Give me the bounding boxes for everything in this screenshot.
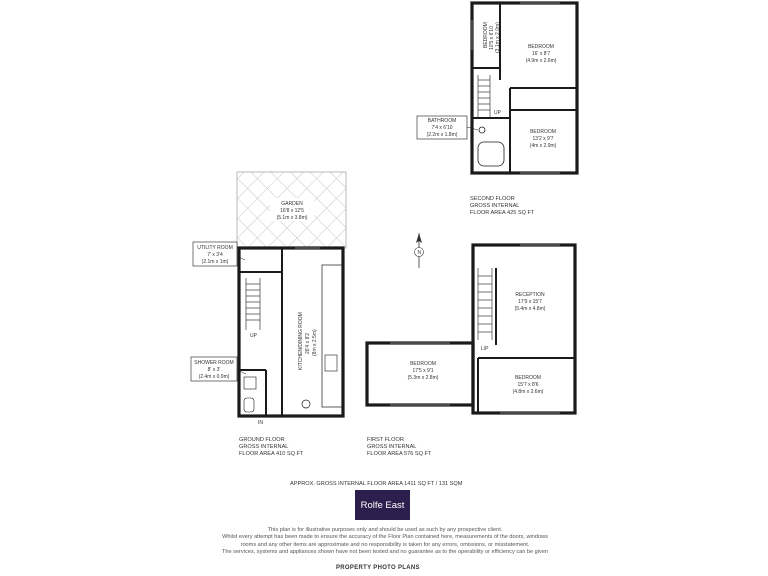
shower-size-imp: 8' x 3' xyxy=(207,367,221,373)
footer-brand: PROPERTY PHOTO PLANS xyxy=(336,565,420,571)
ground-floor-area: FLOOR AREA 410 SQ FT xyxy=(239,451,304,457)
disclaimer-line: This plan is for illustrative purposes only and should be used as such by any prospective client. xyxy=(267,527,503,533)
bedroom-1f-right-size-met: (4.8m x 2.6m) xyxy=(512,389,544,395)
reception-size-met: (5.4m x 4.8m) xyxy=(514,306,546,312)
bedroom-1f-left-size-imp: 17'5 x 9'1 xyxy=(412,368,434,374)
bedroom-2f-large-name: BEDROOM xyxy=(528,44,554,50)
in-marker: IN xyxy=(258,420,263,426)
bedroom-1f-right-name: BEDROOM xyxy=(515,375,541,381)
utility-size-met: (2.1m x 1m) xyxy=(201,259,229,265)
up-marker-second: UP xyxy=(494,110,501,116)
bedroom-small-size-imp: 10'5 x 6'10 xyxy=(489,26,495,50)
disclaimer-line: Whilst every attempt has been made to ensure the accuracy of the Floor Plan contained here, measurements of the doors, windows xyxy=(222,534,548,541)
disclaimer-text xyxy=(170,527,600,557)
ground-floor-name: GROUND FLOOR xyxy=(239,437,285,443)
bathroom-name: BATHROOM xyxy=(427,118,457,124)
bathroom-size-imp: 7'4 x 6'10 xyxy=(431,125,453,131)
bedroom-1f-left-size-met: (5.3m x 2.8m) xyxy=(407,375,439,381)
up-marker-ground: UP xyxy=(250,333,257,339)
ground-floor-plan xyxy=(239,248,343,416)
first-floor-gross: GROSS INTERNAL xyxy=(367,444,417,450)
disclaimer-line: The services, systems and appliances shown have not been tested and no guarantee as to the operability or efficiency can be given xyxy=(221,549,549,556)
ground-floor-label xyxy=(239,437,303,458)
kitchen-name: KITCHEN/DINING ROOM xyxy=(298,312,304,370)
first-floor-area: FLOOR AREA 576 SQ FT xyxy=(367,451,432,457)
shower-name: SHOWER ROOM xyxy=(194,360,234,366)
lp-marker: L/P xyxy=(481,346,489,352)
second-floor-area: FLOOR AREA 425 SQ FT xyxy=(470,210,535,216)
first-floor-label xyxy=(367,437,431,458)
ground-floor-gross: GROSS INTERNAL xyxy=(239,444,289,450)
garden-size-met: (5.1m x 3.8m) xyxy=(276,215,308,221)
north-label: N xyxy=(417,250,422,256)
bedroom-2f-large-size-imp: 16' x 8'7 xyxy=(531,51,551,57)
bedroom-2f-lower-size-met: (4m x 2.9m) xyxy=(529,143,557,149)
disclaimer-line: rooms and any other items are approximate and no responsibility is taken for any errors, omissions, or misstatement. xyxy=(240,541,530,548)
garden-size-imp: 16'8 x 12'5 xyxy=(280,208,304,214)
approx-gross-area: APPROX. GROSS INTERNAL FLOOR AREA 1411 SQ FT / 131 SQM xyxy=(290,481,463,487)
bedroom-2f-lower-name: BEDROOM xyxy=(530,129,556,135)
bedroom-small-size-met: (3.1m x 2.0m) xyxy=(495,22,501,53)
bathroom-size-met: (2.2m x 1.8m) xyxy=(426,132,458,138)
first-floor-name: FIRST FLOOR xyxy=(367,437,404,443)
bedroom-2f-large-size-met: (4.9m x 2.6m) xyxy=(525,58,557,64)
bedroom-1f-left-name: BEDROOM xyxy=(410,361,436,367)
shower-size-met: (2.4m x 0.9m) xyxy=(198,374,230,380)
second-floor-gross: GROSS INTERNAL xyxy=(470,203,520,209)
bedroom-small-name: BEDROOM xyxy=(483,22,489,48)
bedroom-2f-lower-size-imp: 13'2 x 9'7 xyxy=(532,136,554,142)
utility-name: UTILITY ROOM xyxy=(197,245,233,251)
second-floor-name: SECOND FLOOR xyxy=(470,196,515,202)
reception-name: RECEPTION xyxy=(515,292,545,298)
kitchen-size-met: (8m x 2.5m) xyxy=(312,329,318,356)
utility-size-imp: 7' x 3'4 xyxy=(207,252,223,258)
reception-size-imp: 17'9 x 15'7 xyxy=(518,299,542,305)
garden-name: GARDEN xyxy=(281,201,303,207)
second-floor-label xyxy=(470,196,534,217)
bedroom-1f-right-size-imp: 15'7 x 8'6 xyxy=(517,382,539,388)
kitchen-size-imp: 26'4 x 8'2 xyxy=(305,332,311,354)
first-floor-plan xyxy=(367,245,575,413)
rolfe-east-logo: Rolfe East xyxy=(355,490,410,520)
